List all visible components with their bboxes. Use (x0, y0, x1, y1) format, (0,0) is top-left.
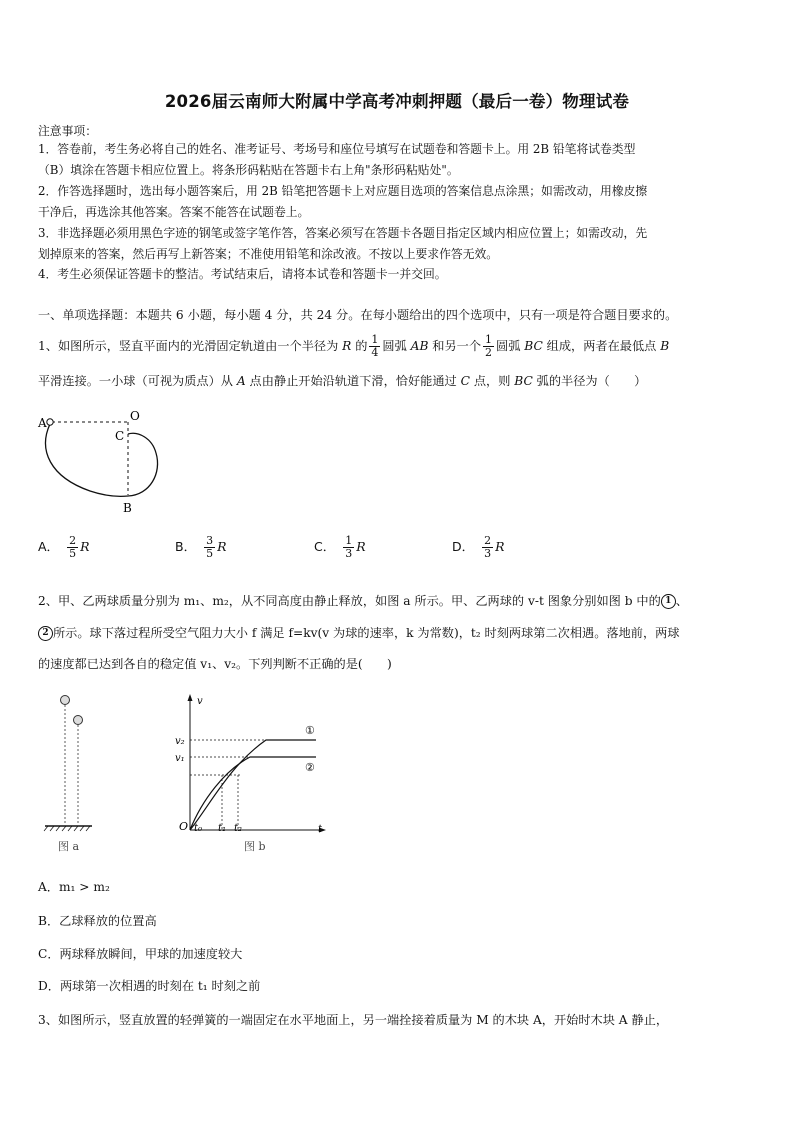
q1-option-c[interactable]: C． $\frac{1}{3}$ R (314, 534, 366, 560)
caption-figure-a: 图 a (58, 840, 80, 853)
notice-line-5: 3．非选择题必须用黑色字迹的钢笔或签字笔作答，答案必须写在答题卡各题目指定区域内相应位置上；如需改动，先 (38, 226, 648, 240)
q1-option-a[interactable]: A． $\frac{2}{5}$ R (38, 534, 90, 560)
notice-line-3: 2．作答选择题时，选出每小题答案后，用 2B 铅笔把答题卡上对应题目选项的答案信息点涂黑；如需改动，用橡皮擦 (38, 184, 648, 198)
track-figure (30, 405, 180, 520)
q2-option-c[interactable]: C．两球释放瞬间，甲球的加速度较大 (38, 947, 243, 961)
ball (47, 419, 53, 425)
page-title: 2026届云南师大附属中学高考冲刺押题（最后一卷）物理试卷 (164, 92, 630, 111)
notice-heading: 注意事项： (38, 124, 97, 138)
question-1-stem-line-2: 平滑连接。一小球（可视为质点）从 A 点由静止开始沿轨道下滑，恰好能通过 C 点，则 BC 弧的半径为（ ） (38, 374, 647, 388)
curve-label-2: ② (305, 761, 315, 774)
label-t0: t₀ (194, 823, 203, 834)
curve-1 (190, 740, 316, 830)
arc-bc (128, 433, 158, 496)
figure-b-vt-graph (170, 690, 330, 855)
label-v2: v₂ (175, 736, 185, 747)
curve-label-1: ① (305, 724, 315, 737)
circled-1: 1 (661, 594, 676, 609)
label-b: B (123, 501, 132, 515)
label-v-axis: v (197, 696, 203, 707)
label-o: O (130, 409, 140, 423)
label-t2: t₂ (234, 823, 243, 834)
ball-jia (61, 696, 70, 705)
fraction-quarter: $\frac{1}{4}$ (371, 333, 379, 359)
figure-a (40, 690, 100, 855)
label-t1: t₁ (218, 823, 227, 834)
fraction-half: $\frac{1}{2}$ (485, 333, 493, 359)
caption-figure-b: 图 b (244, 840, 266, 853)
q1-option-d[interactable]: D． $\frac{2}{3}$ R (452, 534, 505, 560)
question-2-stem-line-1: 2、甲、乙两球质量分别为 m₁、m₂，从不同高度由静止释放，如图 a 所示。甲、乙两球的 v-t 图象分别如图 b 中的 1 、 (38, 594, 688, 608)
ball-yi (74, 716, 83, 725)
notice-line-2: （B）填涂在答题卡相应位置上。将条形码粘贴在答题卡右上角"条形码粘贴处"。 (38, 163, 459, 177)
q1-option-b[interactable]: B． $\frac{3}{5}$ R (175, 534, 227, 560)
circled-2: 2 (38, 626, 53, 641)
question-2-stem-line-2: 2 所示。球下落过程所受空气阻力大小 f 满足 f=kv(v 为球的速率，k 为常数)，t₂ 时刻两球第二次相遇。落地前，两球 (38, 624, 758, 642)
notice-line-4: 干净后，再选涂其他答案。答案不能答在试题卷上。 (38, 205, 310, 219)
label-c: C (115, 429, 125, 443)
section-heading: 一、单项选择题：本题共 6 小题，每小题 4 分，共 24 分。在每小题给出的四个选项中，只有一项是符合题目要求的。 (38, 308, 678, 322)
question-3-stem: 3、如图所示，竖直放置的轻弹簧的一端固定在水平地面上，另一端拴接着质量为 M 的木块 A，开始时木块 A 静止， (38, 1013, 669, 1027)
question-2-stem-line-3: 的速度都已达到各自的稳定值 v₁、v₂。下列判断不正确的是( ) (38, 657, 392, 671)
q2-option-b[interactable]: B．乙球释放的位置高 (38, 914, 157, 928)
notice-line-7: 4．考生必须保证答题卡的整洁。考试结束后，请将本试卷和答题卡一并交回。 (38, 267, 447, 281)
notice-line-1: 1．答卷前，考生务必将自己的姓名、准考证号、考场号和座位号填写在试题卷和答题卡上。用 2B 铅笔将试卷类型 (38, 142, 636, 156)
label-a: A (38, 416, 47, 430)
label-origin: O (179, 820, 189, 833)
q2-option-a[interactable]: A．m₁ > m₂ (38, 880, 110, 894)
label-v1: v₁ (175, 753, 185, 764)
q2-option-d[interactable]: D．两球第一次相遇的时刻在 t₁ 时刻之前 (38, 979, 261, 993)
curve-2 (190, 757, 316, 830)
question-1-stem: 1、如图所示，竖直平面内的光滑固定轨道由一个半径为 R 的 $\frac{1}{4}$ 圆弧 AB 和另一个 $\frac{1}{2}$ 圆弧 BC 组成，两者在最低点 B (38, 333, 670, 359)
notice-line-6: 划掉原来的答案，然后再写上新答案；不准使用铅笔和涂改液。不按以上要求作答无效。 (38, 247, 499, 261)
label-t-axis: t (318, 824, 323, 835)
